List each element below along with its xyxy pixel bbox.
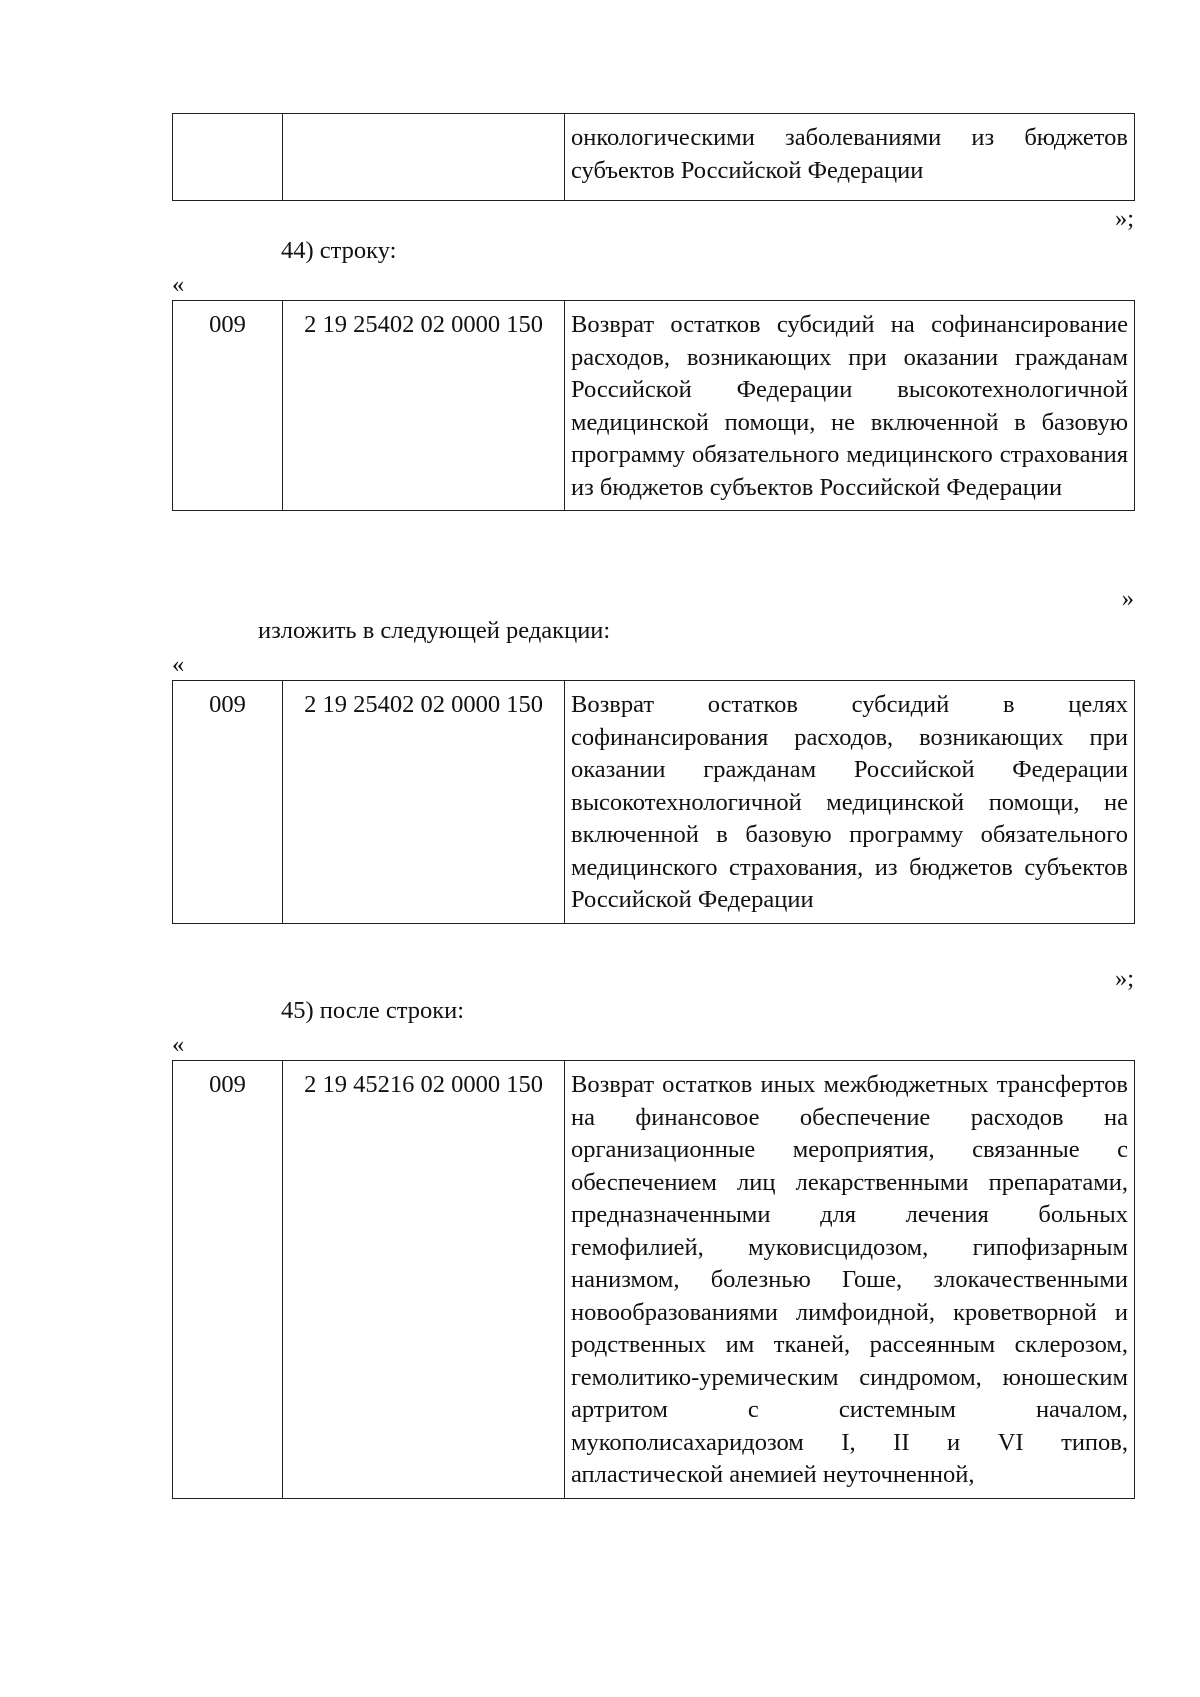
table-row (173, 1061, 1135, 1499)
item-45-table (172, 1060, 1135, 1499)
budget-code-cell (283, 114, 565, 201)
budget-code-cell: 2 19 25402 02 0000 150 (283, 301, 565, 511)
item-45-heading: 45) после строки: (281, 997, 465, 1024)
continuation-table (172, 113, 1135, 201)
closing-quote: » (1121, 585, 1134, 612)
opening-quote: « (172, 651, 185, 678)
opening-quote: « (172, 1031, 185, 1058)
admin-code-cell (173, 114, 283, 201)
replacement-table (172, 680, 1135, 924)
description-cell: Возврат остатков субсидий на софинансирование расходов, возникающих при оказании гражданам Российской Федерации высокотехнологичной медицинской помощи, не включенной в базовую программу обязательного медицинского страхования из бюджетов субъектов Российской Федерации (565, 301, 1135, 511)
item-44-table (172, 300, 1135, 511)
admin-code-cell: 009 (173, 1061, 283, 1499)
replacement-heading: изложить в следующей редакции: (258, 617, 611, 644)
table-row (173, 114, 1135, 201)
budget-code-cell: 2 19 25402 02 0000 150 (283, 681, 565, 924)
table-row (173, 681, 1135, 924)
table-row (173, 301, 1135, 511)
admin-code-cell: 009 (173, 681, 283, 924)
closing-quote: »; (1114, 965, 1134, 992)
item-44-heading: 44) строку: (281, 237, 397, 264)
description-cell: Возврат остатков иных межбюджетных трансфертов на финансовое обеспечение расходов на организационные мероприятия, связанные с обеспечением лиц лекарственными препаратами, предназначенными для лечения больных гемофилией, муковисцидозом, гипофизарным нанизмом, болезнью Гоше, злокачественными новообразованиями лимфоидной, кроветворной и родственных им тканей, рассеянным склерозом, гемолитико-уремическим синдромом, юношеским артритом с системным началом, мукополисахаридозом I, II и VI типов, апластической анемией неуточненной, (565, 1061, 1135, 1499)
budget-code-cell: 2 19 45216 02 0000 150 (283, 1061, 565, 1499)
admin-code-cell: 009 (173, 301, 283, 511)
description-cell: Возврат остатков субсидий в целях софинансирования расходов, возникающих при оказании гражданам Российской Федерации высокотехнологичной медицинской помощи, не включенной в базовую программу обязательного медицинского страхования, из бюджетов субъектов Российской Федерации (565, 681, 1135, 924)
opening-quote: « (172, 271, 185, 298)
description-cell: онкологическими заболеваниями из бюджетов субъектов Российской Федерации (565, 114, 1135, 201)
closing-quote: »; (1114, 205, 1134, 232)
